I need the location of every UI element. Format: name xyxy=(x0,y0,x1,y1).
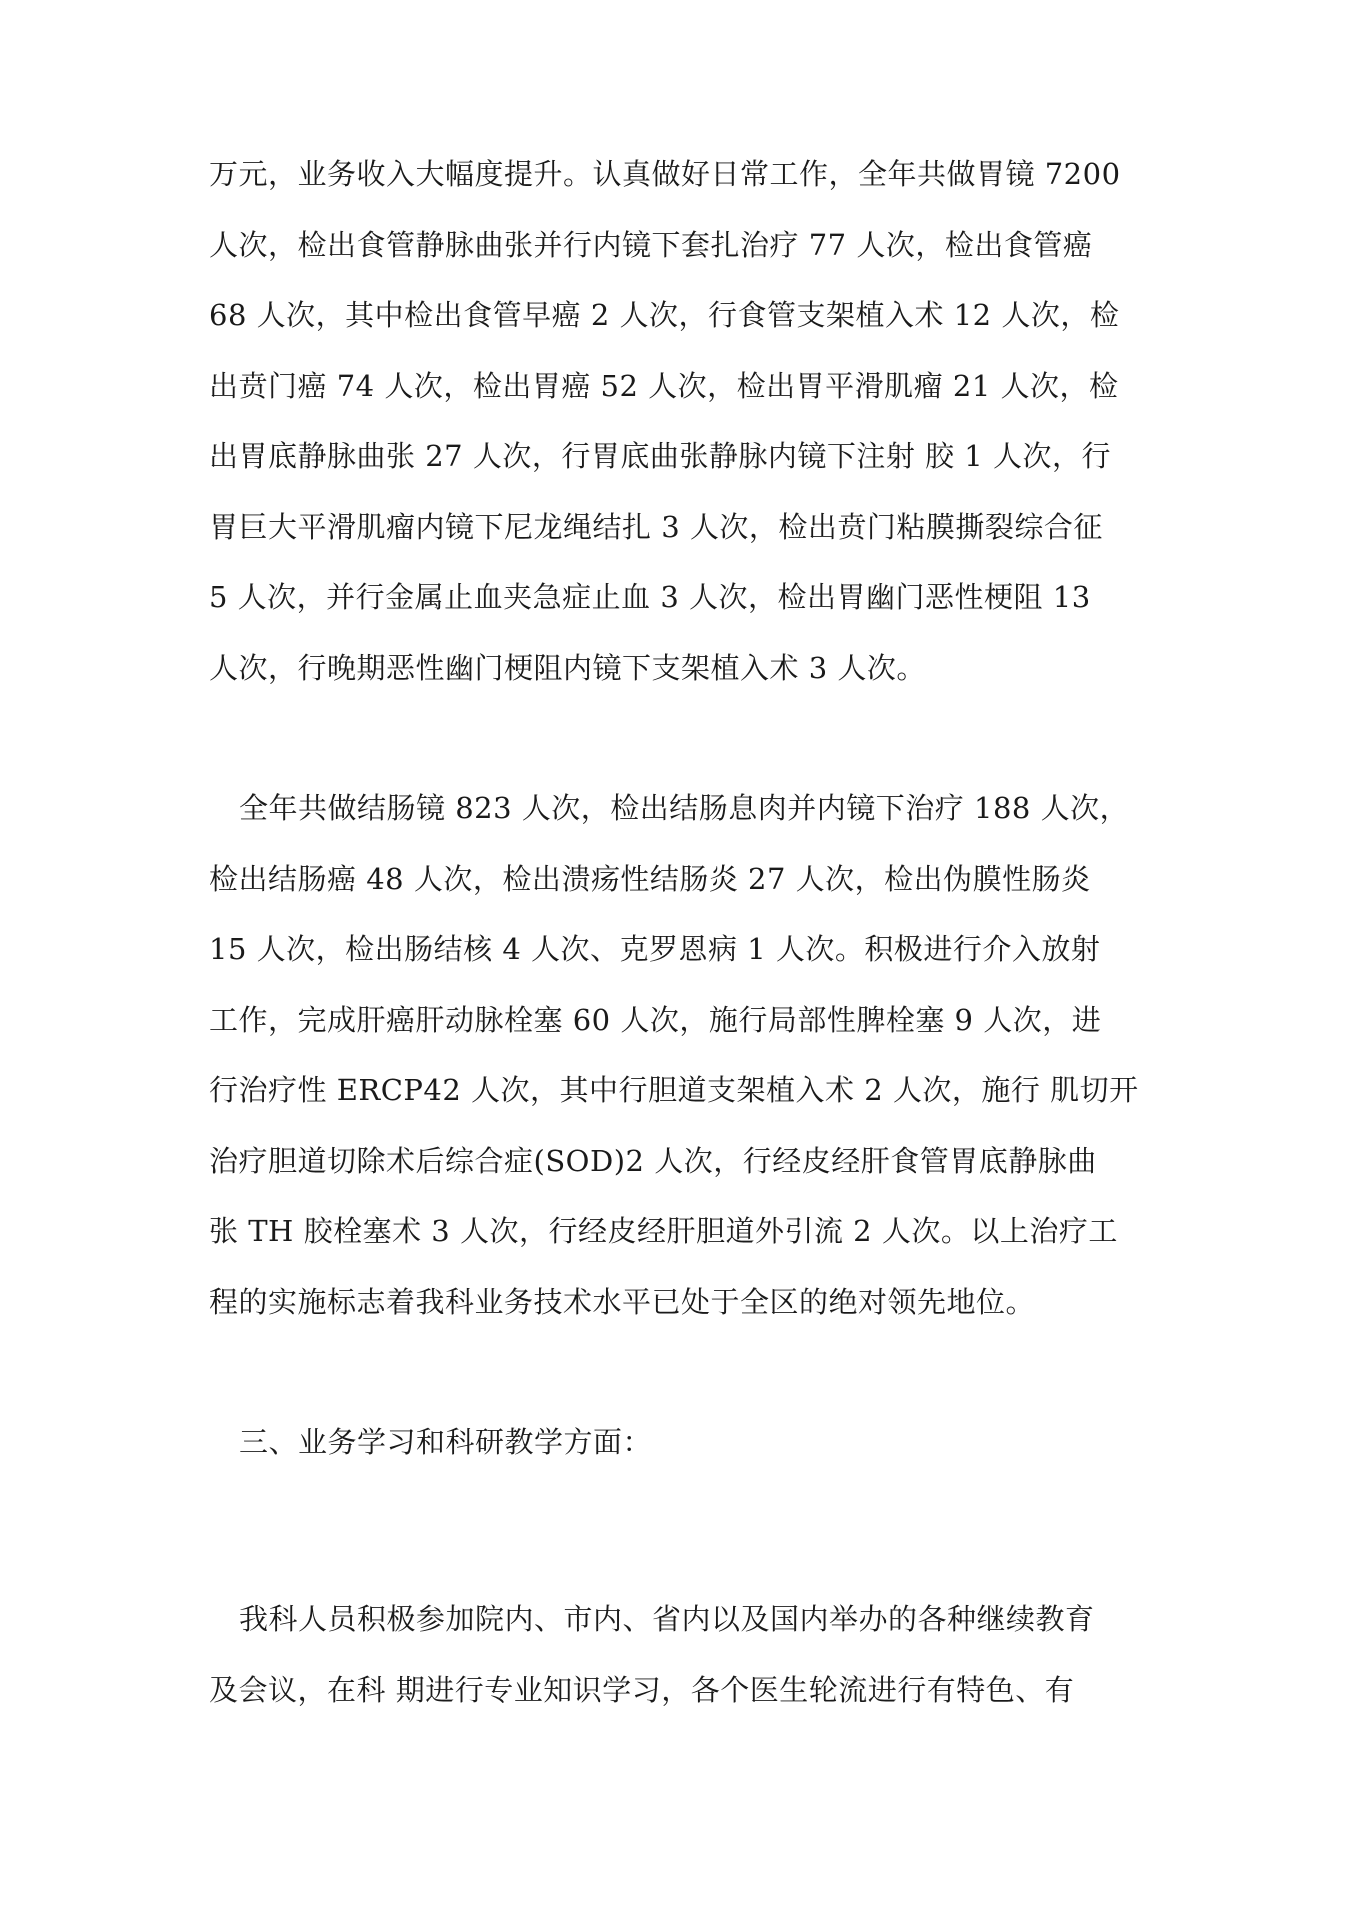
text-line: 万元，业务收入大幅度提升。认真做好日常工作，全年共做胃镜 7200 xyxy=(209,157,1121,191)
text-line: 胃巨大平滑肌瘤内镜下尼龙绳结扎 3 人次，检出贲门粘膜撕裂综合征 xyxy=(209,509,1103,544)
section-heading-text: 三、业务学习和科研教学方面： xyxy=(239,1425,653,1459)
text-line: 人次，检出食管静脉曲张并行内镜下套扎治疗 77 人次，检出食管癌 xyxy=(209,227,1093,262)
paragraph-colonoscopy xyxy=(209,773,1169,1337)
text-line: 出胃底静脉曲张 27 人次，行胃底曲张静脉内镜下注射 胶 1 人次，行 xyxy=(209,439,1111,473)
text-line: 出贲门癌 74 人次，检出胃癌 52 人次，检出胃平滑肌瘤 21 人次，检 xyxy=(209,368,1119,403)
text-line: 68 人次，其中检出食管早癌 2 人次，行食管支架植入术 12 人次，检 xyxy=(209,298,1120,332)
text-line: 程的实施标志着我科业务技术水平已处于全区的绝对领先地位。 xyxy=(209,1284,1036,1319)
text-line: 工作，完成肝癌肝动脉栓塞 60 人次，施行局部性脾栓塞 9 人次，进 xyxy=(209,1002,1102,1037)
text-line: 5 人次，并行金属止血夹急症止血 3 人次，检出胃幽门恶性梗阻 13 xyxy=(209,580,1091,614)
text-line: 全年共做结肠镜 823 人次，检出结肠息肉并内镜下治疗 188 人次， xyxy=(239,791,1130,825)
text-line: 治疗胆道切除术后综合症(SOD)2 人次，行经皮经肝食管胃底静脉曲 xyxy=(209,1143,1097,1178)
paragraph-study xyxy=(209,1584,1169,1725)
text-line: 15 人次，检出肠结核 4 人次、克罗恩病 1 人次。积极进行介入放射 xyxy=(209,932,1101,966)
paragraph-gastroscopy xyxy=(209,139,1169,703)
text-line: 行治疗性 ERCP42 人次，其中行胆道支架植入术 2 人次，施行 肌切开 xyxy=(209,1073,1139,1107)
text-line: 及会议，在科 期进行专业知识学习，各个医生轮流进行有特色、有 xyxy=(209,1672,1075,1707)
text-line: 检出结肠癌 48 人次，检出溃疡性结肠炎 27 人次，检出伪膜性肠炎 xyxy=(209,861,1091,896)
text-line: 人次，行晚期恶性幽门梗阻内镜下支架植入术 3 人次。 xyxy=(209,650,926,685)
text-line: 我科人员积极参加院内、市内、省内以及国内举办的各种继续教育 xyxy=(239,1602,1095,1636)
section-heading xyxy=(209,1407,1169,1478)
text-line: 张 TH 胶栓塞术 3 人次，行经皮经肝胆道外引流 2 人次。以上治疗工 xyxy=(209,1214,1118,1248)
